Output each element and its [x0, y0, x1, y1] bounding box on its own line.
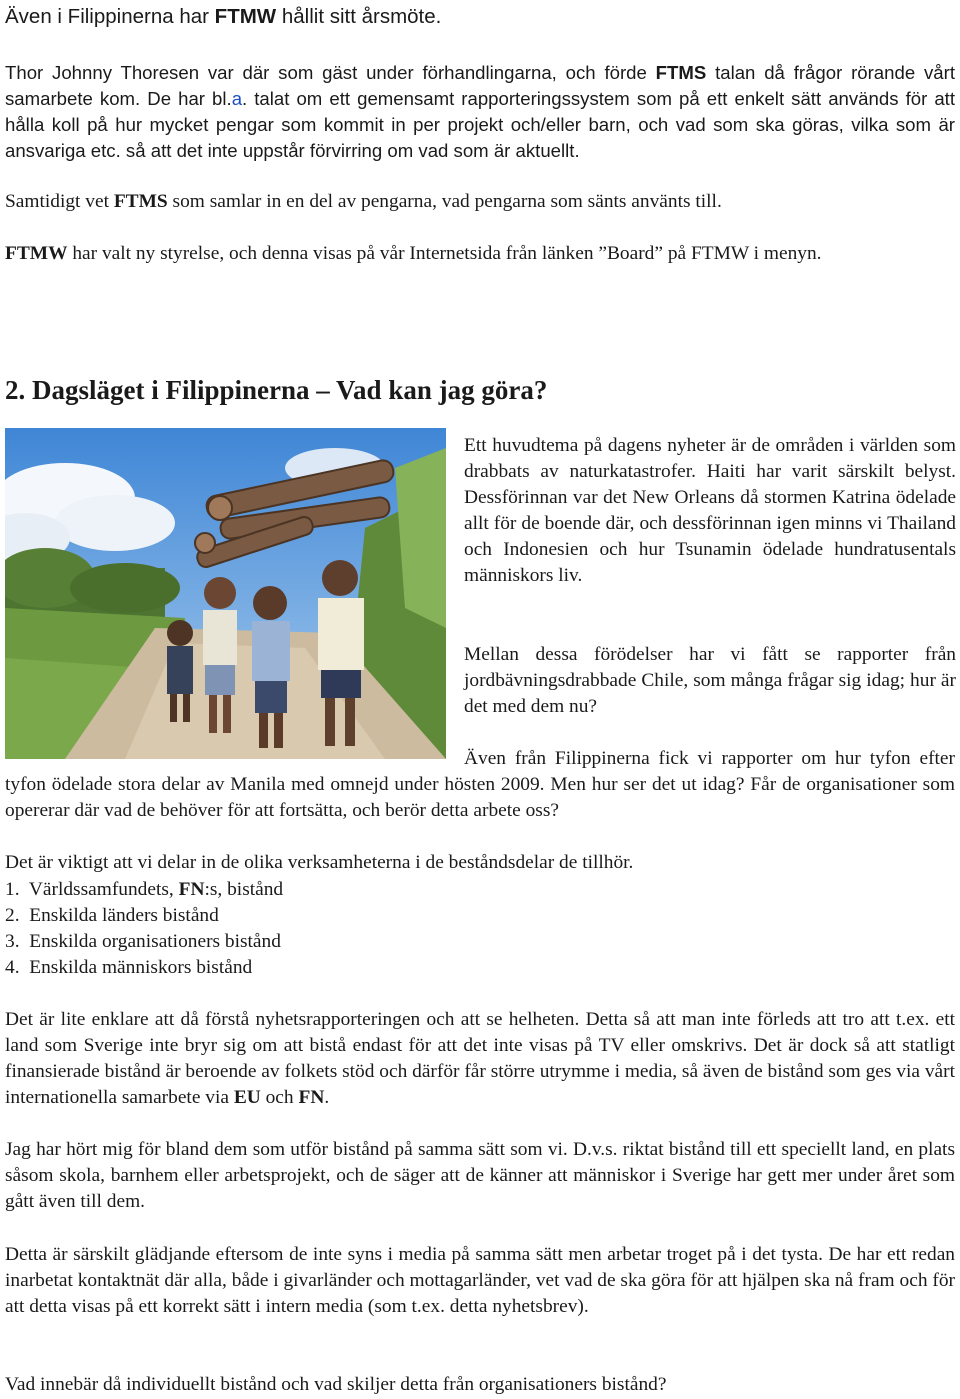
- paragraph-chile: Mellan dessa förödelser har vi fått se rapporter från jordbävningsdrabbade Chile, som många frågar sig idag; hur är det med dem nu?: [464, 644, 956, 717]
- paragraph-ftmw-board: FTMW har valt ny styrelse, och denna visas på vår Internetsida från länken ”Board” på FTMW i menyn.: [5, 243, 822, 264]
- list-item: 1. Världssamfundets, FN:s, bistånd: [5, 879, 284, 900]
- paragraph-hort-mig-for: Jag har hört mig för bland dem som utför bistånd på samma sätt som vi. D.v.s. riktat bistånd till ett speciellt land, en plats såsom skola, barnhem eller arbetsprojekt, och de säger att de känner att människor i Sverige har gett mer under året som gått även till dem.: [5, 1139, 955, 1212]
- bistand-list: [5, 877, 283, 981]
- list-item: 2. Enskilda länders bistånd: [5, 905, 219, 926]
- heading-arsmote: Även i Filippinerna har FTMW hållit sitt årsmöte.: [5, 5, 442, 28]
- children-carrying-wood-photo: [5, 428, 446, 759]
- paragraph-question: Vad innebär då individuellt bistånd och vad skiljer detta från organisationers bistånd?: [5, 1374, 667, 1395]
- list-item: 4. Enskilda människors bistånd: [5, 957, 253, 978]
- list-item: 3. Enskilda organisationers bistånd: [5, 931, 281, 952]
- paragraph-enklare: Det är lite enklare att då förstå nyhetsrapporteringen och att se helheten. Detta så att man inte förleds att tro att t.ex. ett land som Sverige inte bryr sig om att bistå endast för att det inte visas på TV eller omskrivs. Det är dock så att statligt finansierade bistånd är beroende av folkets stöd och därför får större utrymme i media, så även de bistånd som ges via vårt internationella samarbete via EU och FN.: [5, 1009, 955, 1108]
- section-2-title: 2. Dagsläget i Filippinerna – Vad kan jag göra?: [5, 375, 548, 405]
- paragraph-samtidigt: Samtidigt vet FTMS som samlar in en del av pengarna, vad pengarna som sänts använts till.: [5, 191, 722, 212]
- paragraph-gladjande: Detta är särskilt glädjande eftersom de inte syns i media på samma sätt men arbetar troget på i det tysta. De har ett redan inarbetat kontaktnät där alla, både i givarländer och mottagarländer, vet vad de ska göra för att hjälpen ska nå fram och för att detta visas på ett korrekt sätt i intern media (som t.ex. detta nyhetsbrev).: [5, 1244, 955, 1317]
- paragraph-filippinerna-tyfon: Även från Filippinerna fick vi rapporter om hur tyfon efter tyfon ödelade stora delar av Manila med omnejd under hösten 2009. Men hur ser det ut idag? Får de organisationer som opererar där vad de behöver för att fortsätta, och berör detta arbete oss?: [5, 748, 955, 821]
- photo-illustration: [5, 428, 446, 759]
- inline-link-char[interactable]: a: [231, 88, 243, 109]
- paragraph-thor: Thor Johnny Thoresen var där som gäst under förhandlingarna, och förde FTMS talan då frågor rörande vårt samarbete kom. De har bl.a. talat om ett gemensamt rapporteringssystem som på ett enkelt sätt används för att hålla koll på hur mycket pengar som kommit in per projekt och/eller barn, och vad som ska göras, vilka som är ansvariga etc. så att det inte uppstår förvirring om vad som är aktuellt.: [5, 62, 956, 161]
- paragraph-natural-disasters: Ett huvudtema på dagens nyheter är de områden i världen som drabbats av naturkatastrofer. Haiti har varit särskilt belyst. Dessförinnan var det New Orleans då stormen Katrina ödelade allt för de boende där, och dessförinnan igen minns vi Thailand och Indonesien och hur Tsunamin ödelade hundratusentals människors liv.: [464, 435, 956, 586]
- paragraph-viktigt: Det är viktigt att vi delar in de olika verksamheterna i de beståndsdelar de tillhör.: [5, 852, 634, 873]
